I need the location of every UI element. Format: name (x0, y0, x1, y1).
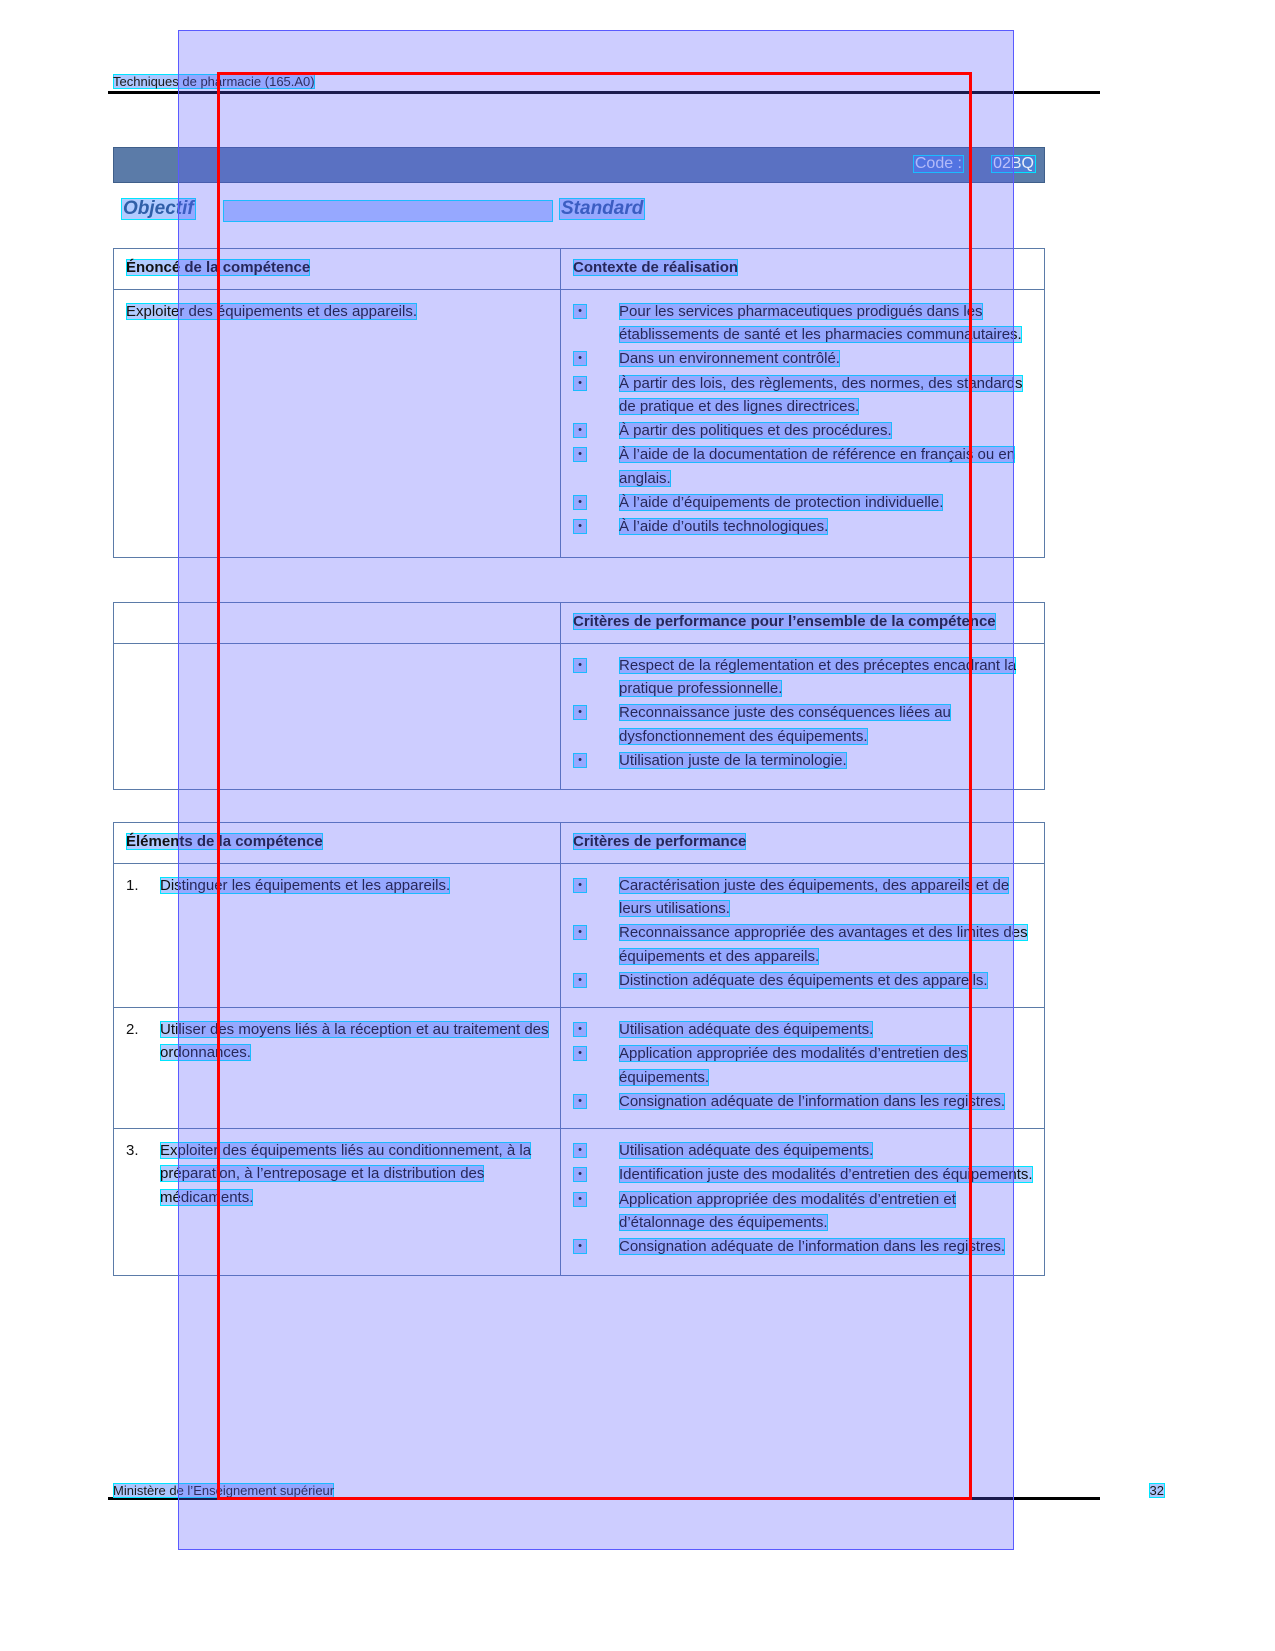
cell-header-criteres-ensemble (561, 603, 1044, 643)
table-competence (113, 248, 1045, 558)
cell-criteres-2 (561, 1008, 1044, 1128)
cell-element-3 (114, 1129, 561, 1275)
list-item-text: Identification juste des modalités d’entretien des équipements. (619, 1166, 1033, 1184)
header-criteres: Critères de performance (573, 833, 747, 850)
element-text: Utiliser des moyens liés à la réception et au traitement des ordonnances. (160, 1021, 549, 1062)
list-item (573, 1235, 1034, 1258)
page-footer: Ministère de l’Enseignement supérieur (113, 1483, 335, 1498)
list-item-text: Caractérisation juste des équipements, des appareils et de leurs utilisations. (619, 876, 1010, 917)
list-item (573, 443, 1034, 490)
list-item (573, 1139, 1034, 1162)
bullet-icon: • (573, 1143, 587, 1158)
code-bar (113, 147, 1045, 183)
list-item (573, 515, 1034, 538)
list-item (573, 749, 1034, 772)
list-item (573, 1090, 1034, 1113)
list-item-text: Application appropriée des modalités d’entretien et d’étalonnage des équipements. (619, 1190, 956, 1231)
list-item-text: Utilisation adéquate des équipements. (619, 1142, 874, 1159)
header-enonce: Énoncé de la compétence (126, 259, 311, 276)
bullet-icon: • (573, 658, 587, 673)
list-item (573, 419, 1034, 442)
element-2 (126, 1018, 550, 1065)
list-item-text: Reconnaissance juste des conséquences liées au dysfonctionnement des équipements. (619, 704, 951, 745)
list-item-text: Distinction adéquate des équipements et des appareils. (619, 971, 988, 989)
header-contexte: Contexte de réalisation (573, 259, 739, 276)
element-text: Exploiter des équipements liés au conditionnement, à la préparation, à l’entreposage et la distribution des médicaments. (160, 1142, 532, 1206)
list-item-text: À l’aide d’équipements de protection individuelle. (619, 493, 944, 511)
list-item (573, 654, 1034, 701)
cell-header-criteres (561, 823, 1044, 863)
bullet-icon: • (573, 423, 587, 438)
list-item-text: À l’aide de la documentation de référence en français ou en anglais. (619, 446, 1016, 487)
objectif-label: Objectif (123, 198, 194, 219)
cell-criteres-ensemble (561, 644, 1044, 789)
cell-header-enonce (114, 249, 561, 289)
list-item (126, 1018, 550, 1065)
list-item (573, 701, 1034, 748)
list-item-text: Consignation adéquate de l’information dans les registres. (619, 1238, 1006, 1255)
list-item (573, 372, 1034, 419)
cell-element-2 (114, 1008, 561, 1128)
header-elements: Éléments de la compétence (126, 833, 323, 850)
criteres-2-list (573, 1018, 1034, 1113)
table-row (114, 1129, 1044, 1275)
list-item (573, 300, 1034, 347)
code-value: 02BQ (993, 155, 1034, 172)
bullet-icon: • (573, 1046, 587, 1061)
element-text: Distinguer les équipements et les appareils. (160, 876, 451, 894)
table-row (114, 249, 1044, 290)
bullet-icon: • (573, 351, 587, 366)
bullet-icon: • (573, 1192, 587, 1207)
list-item (573, 491, 1034, 514)
page-header: Techniques de pharmacie (165.A0) (113, 74, 315, 89)
element-number: 2. (126, 1021, 139, 1038)
objectif-standard-row (113, 198, 1045, 228)
list-item (573, 1163, 1034, 1186)
list-item-text: Pour les services pharmaceutiques prodigués dans les établissements de santé et les pharmacies communautaires. (619, 302, 1022, 343)
bullet-icon: • (573, 376, 587, 391)
cell-criteres-3 (561, 1129, 1044, 1275)
list-item (573, 347, 1034, 370)
list-item (573, 1042, 1034, 1089)
bullet-icon: • (573, 447, 587, 462)
cell-header-elements (114, 823, 561, 863)
bullet-icon: • (573, 878, 587, 893)
list-item-text: À partir des politiques et des procédures. (619, 422, 892, 439)
list-item-text: À l’aide d’outils technologiques. (619, 518, 829, 535)
competence-statement: Exploiter des équipements et des appareils. (126, 302, 418, 320)
cell-element-1 (114, 864, 561, 1007)
bullet-icon: • (573, 1167, 587, 1182)
list-item-text: À partir des lois, des règlements, des normes, des standards de pratique et des lignes directrices. (619, 374, 1023, 415)
bullet-icon: • (573, 495, 587, 510)
bullet-icon: • (573, 753, 587, 768)
list-item-text: Application appropriée des modalités d’entretien des équipements. (619, 1045, 968, 1086)
bullet-icon: • (573, 304, 587, 319)
cell-empty (114, 644, 561, 789)
element-number: 1. (126, 876, 139, 894)
element-3 (126, 1139, 550, 1209)
cell-empty (114, 603, 561, 643)
table-criteres-ensemble (113, 602, 1045, 790)
code-label: Code : (914, 155, 962, 172)
bullet-icon: • (573, 1094, 587, 1109)
table-row (114, 1008, 1044, 1129)
list-item-text: Consignation adéquate de l’information dans les registres. (619, 1092, 1006, 1110)
header-rule (108, 91, 1100, 94)
bullet-icon: • (573, 973, 587, 988)
table-row (114, 644, 1044, 789)
standard-label: Standard (561, 198, 644, 219)
header-criteres-ensemble: Critères de performance pour l’ensemble de la compétence (573, 613, 996, 630)
list-item (126, 1139, 550, 1209)
cell-criteres-1 (561, 864, 1044, 1007)
bullet-icon: • (573, 1022, 587, 1037)
table-elements (113, 822, 1045, 1276)
list-item-text: Utilisation juste de la terminologie. (619, 751, 847, 769)
criteres-ensemble-list (573, 654, 1034, 772)
list-item (573, 921, 1034, 968)
list-item-text: Reconnaissance appropriée des avantages et des limites des équipements et des appareils. (619, 924, 1028, 965)
cell-competence (114, 290, 561, 558)
table-row (114, 864, 1044, 1008)
cell-contexte (561, 290, 1044, 558)
element-number: 3. (126, 1142, 139, 1159)
list-item-text: Respect de la réglementation et des préceptes encadrant la pratique professionnelle. (619, 656, 1016, 697)
list-item (573, 1188, 1034, 1235)
bullet-icon: • (573, 519, 587, 534)
table-row (114, 823, 1044, 864)
element-1 (126, 874, 550, 897)
list-item (573, 1018, 1034, 1041)
table-row (114, 603, 1044, 644)
list-item (573, 874, 1034, 921)
criteres-3-list (573, 1139, 1034, 1258)
criteres-1-list (573, 874, 1034, 992)
page-number: 32 (1149, 1483, 1164, 1498)
list-item-text: Dans un environnement contrôlé. (619, 350, 840, 368)
bullet-icon: • (573, 705, 587, 720)
bullet-icon: • (573, 1239, 587, 1254)
list-item-text: Utilisation adéquate des équipements. (619, 1021, 874, 1038)
list-item (573, 969, 1034, 992)
objectif-underline (223, 200, 553, 222)
contexte-list (573, 300, 1034, 539)
bullet-icon: • (573, 925, 587, 940)
list-item (126, 874, 550, 897)
cell-header-contexte (561, 249, 1044, 289)
table-row (114, 290, 1044, 558)
